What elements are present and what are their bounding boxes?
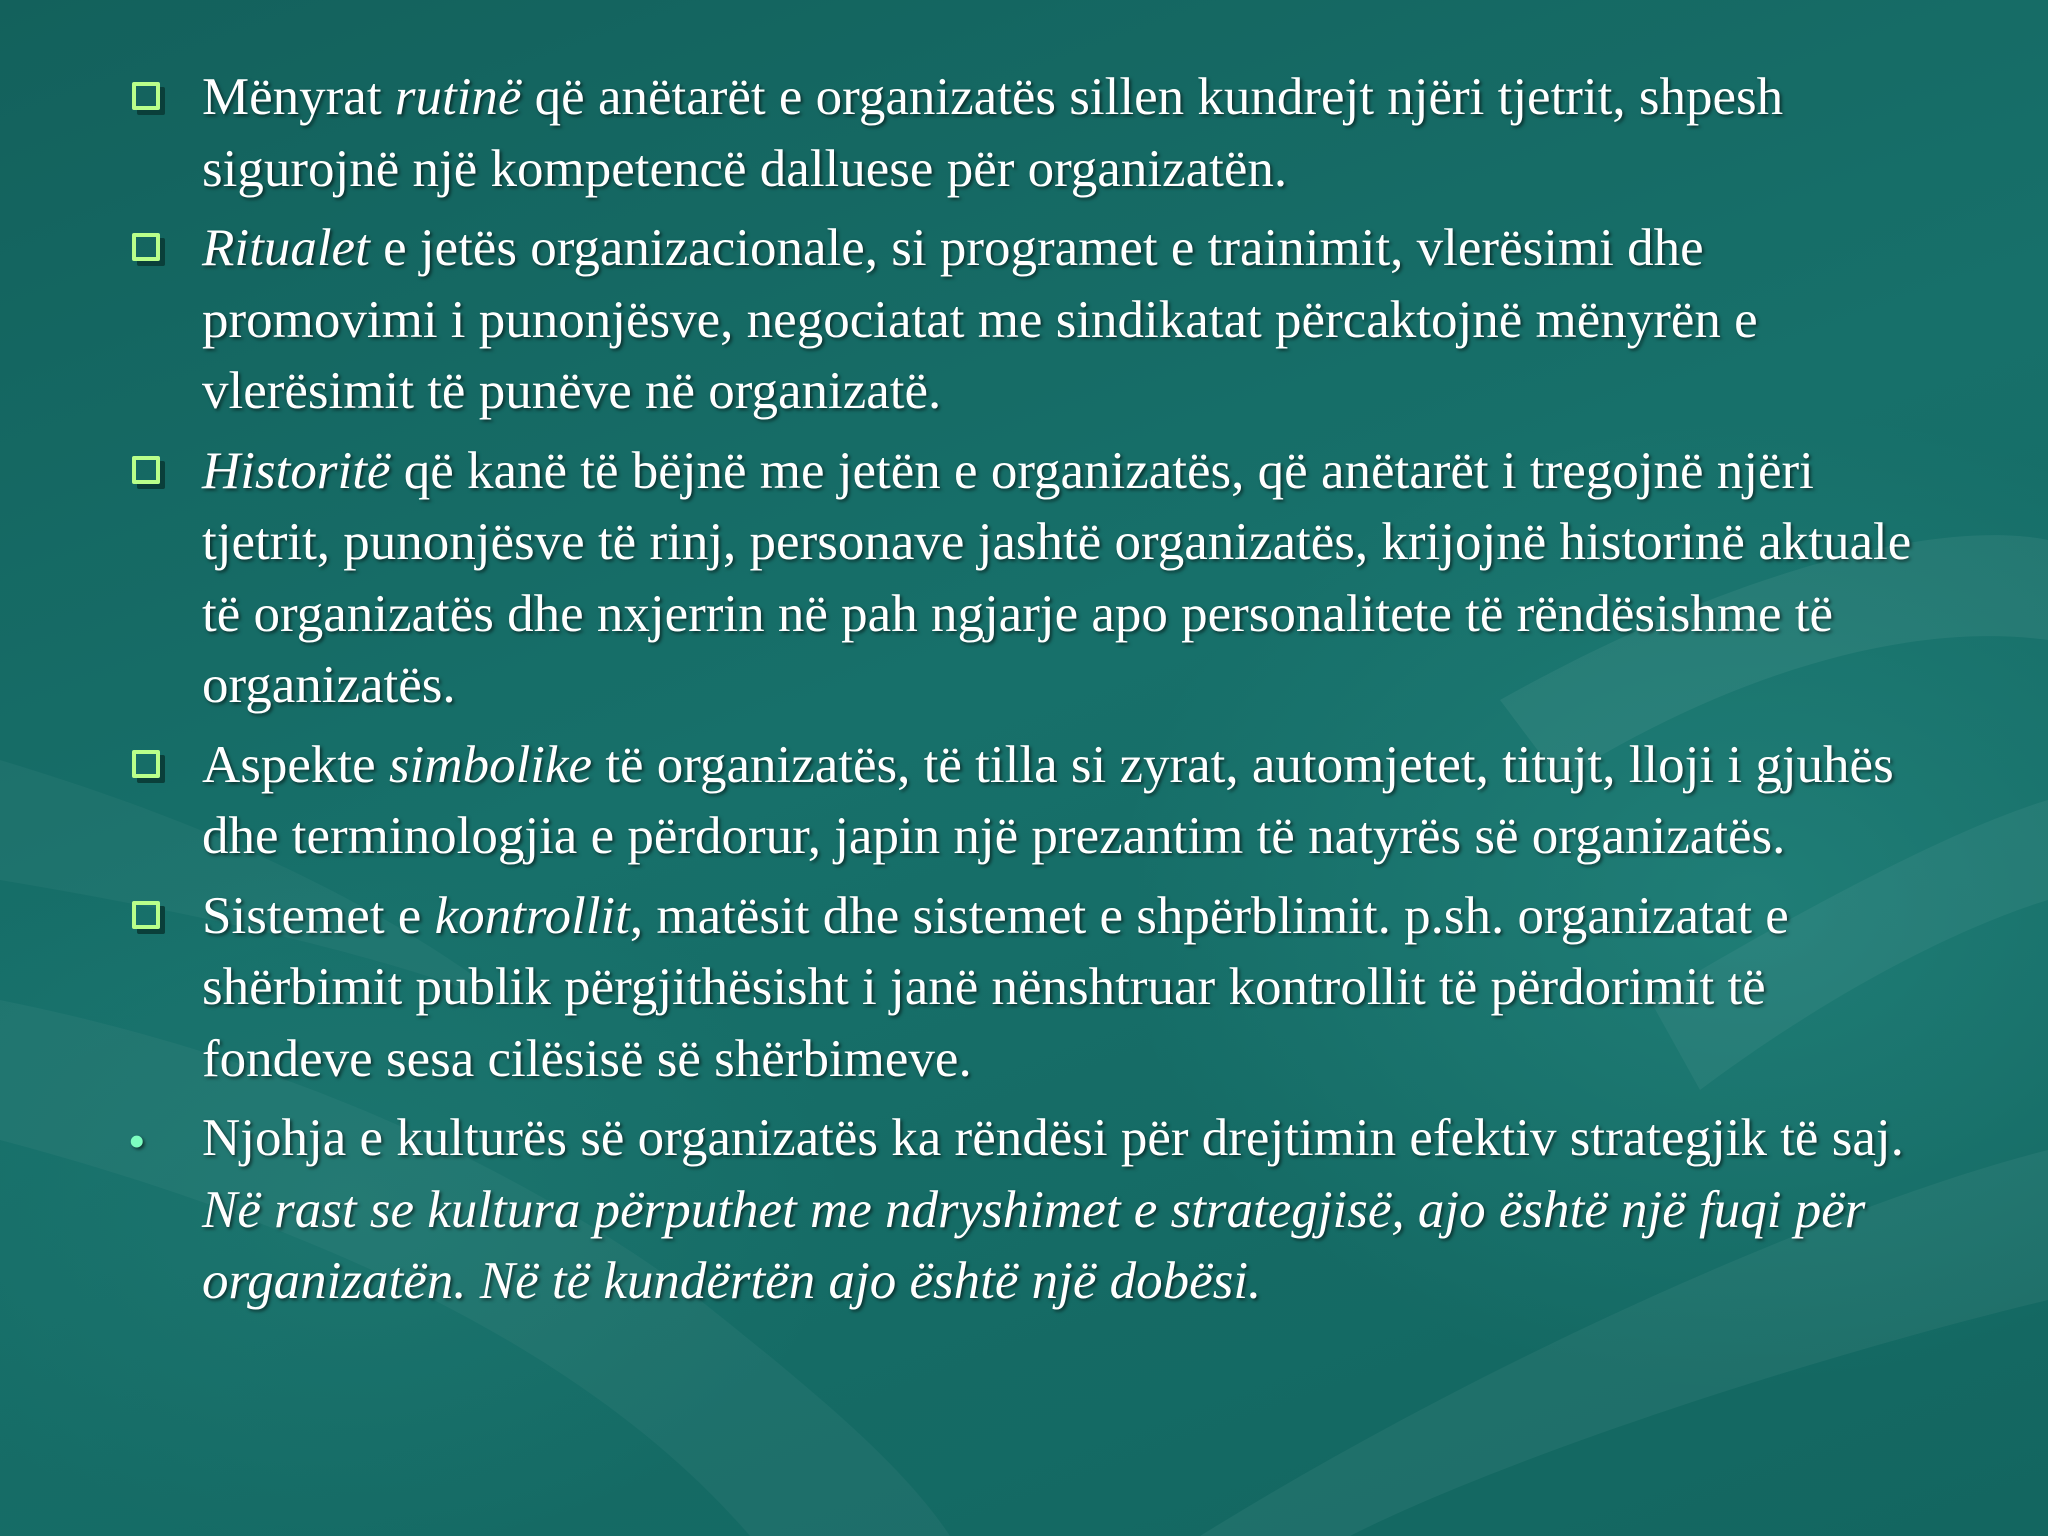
bullet-text: Mënyrat rutinë që anëtarët e organizatës sillen kundrejt njëri tjetrit, shpesh sigurojnë një kompetencë dalluese për organizatën. [202, 68, 1784, 198]
bullet-item-culture [128, 1103, 1948, 1318]
checkbox-bullet-icon [128, 448, 174, 494]
bullet-item-symbolic [128, 730, 1948, 873]
bullet-text: Ritualet e jetës organizacionale, si programet e trainimit, vlerësimi dhe promovimi i punonjësve, negociatat me sindikatat përcaktojnë mënyrën e vlerësimit të punëve në organizatë. [202, 219, 1758, 420]
checkbox-bullet-icon [128, 74, 174, 120]
bullet-text: Sistemet e kontrollit, matësit dhe sistemet e shpërblimit. p.sh. organizatat e shërbimit publik përgjithësisht i janë nënshtruar kontrollit të përdorimit të fondeve sesa cilësisë së shërbimeve. [202, 886, 1789, 1088]
bullet-text: Njohja e kulturës së organizatës ka rëndësi për drejtimin efektiv strategjik të saj. Në rast se kultura përputhet me ndryshimet e strategjisë, ajo është një fuqi për organizatën. Në të kundërtën ajo është një dobësi. [202, 1109, 1904, 1310]
checkbox-bullet-icon [128, 893, 174, 939]
bullet-text: Aspekte simbolike të organizatës, të tilla si zyrat, automjetet, titujt, lloji i gjuhës dhe terminologjia e përdorur, japin një prezantim të natyrës së organizatës. [202, 735, 1894, 865]
bullet-list [128, 62, 1948, 1318]
bullet-item-stories [128, 436, 1948, 722]
bullet-item-routines [128, 62, 1948, 205]
dot-bullet-icon: • [128, 1113, 146, 1169]
checkbox-bullet-icon [128, 225, 174, 271]
bullet-item-rituals [128, 213, 1948, 428]
bullet-item-control [128, 881, 1948, 1096]
checkbox-bullet-icon [128, 742, 174, 788]
bullet-text: Historitë që kanë të bëjnë me jetën e organizatës, që anëtarët i tregojnë njëri tjetrit, punonjësve të rinj, personave jashtë organizatës, krijojnë historinë aktuale të organizatës dhe nxjerrin në pah ngjarje apo personalitete të rëndësishme të organizatës. [202, 441, 1912, 714]
